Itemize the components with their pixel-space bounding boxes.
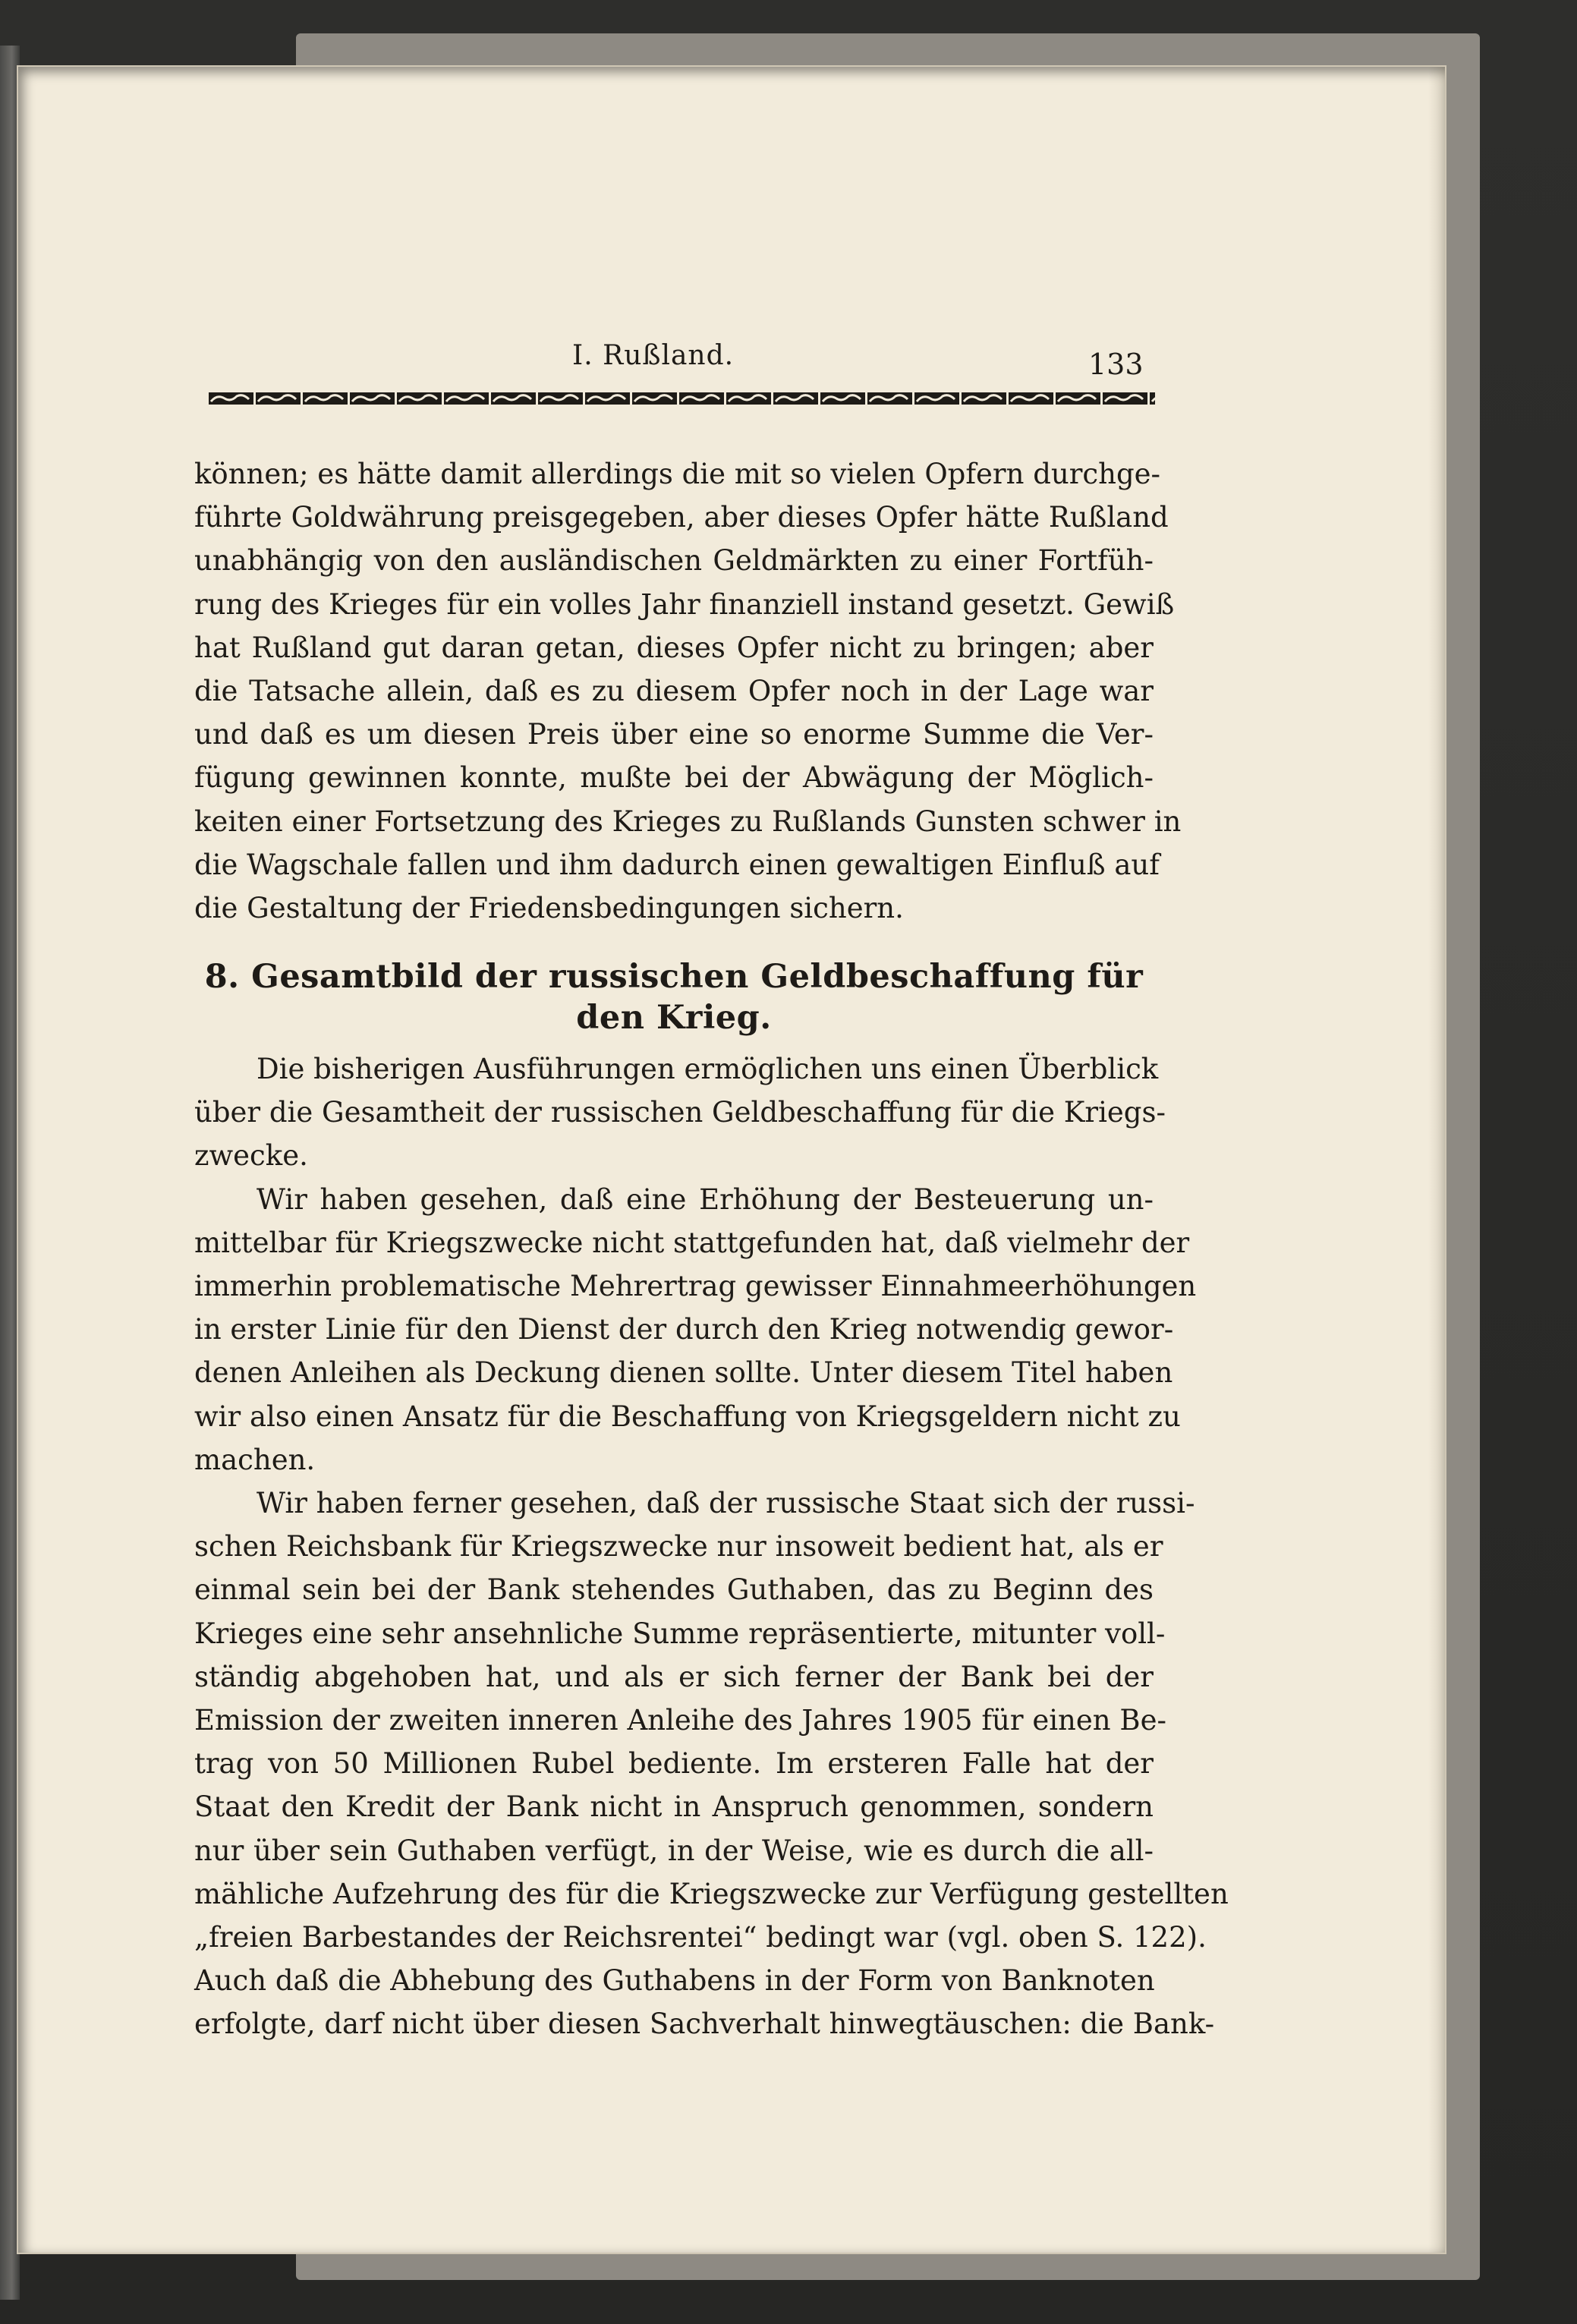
section-body xyxy=(194,1047,1229,2046)
text-line: unabhängig von den ausländischen Geldmärkten zu einer Fortfüh- xyxy=(194,544,1154,578)
text-line: Wir haben ferner gesehen, daß der russische Staat sich der russi- xyxy=(257,1487,1195,1520)
text-line: die Gestaltung der Friedensbedingungen sichern. xyxy=(194,892,904,925)
running-head: I. Rußland. xyxy=(572,340,735,371)
text-line: rung des Krieges für ein volles Jahr finanziell instand gesetzt. Gewiß xyxy=(194,587,1175,621)
text-line: Emission der zweiten inneren Anleihe des Jahres 1905 für einen Be- xyxy=(194,1704,1166,1737)
text-line: in erster Linie für den Dienst der durch den Krieg notwendig gewor- xyxy=(194,1313,1174,1346)
text-line: mähliche Aufzehrung des für die Kriegszwecke zur Verfügung gestellten xyxy=(194,1877,1229,1910)
text-line: über die Gesamtheit der russischen Geldbeschaffung für die Kriegs- xyxy=(194,1096,1166,1129)
text-line: fügung gewinnen konnte, mußte bei der Abwägung der Möglich- xyxy=(194,761,1154,795)
section-heading-line: den Krieg. xyxy=(576,999,772,1037)
text-line: einmal sein bei der Bank stehendes Guthaben, das zu Beginn des xyxy=(194,1573,1154,1607)
text-line: erfolgte, darf nicht über diesen Sachverhalt hinwegtäuschen: die Bank- xyxy=(194,2008,1215,2041)
text-line: immerhin problematische Mehrertrag gewisser Einnahmeerhöhungen xyxy=(194,1270,1197,1303)
text-line: und daß es um diesen Preis über eine so enorme Summe die Ver- xyxy=(194,718,1154,751)
header-ornament-rule xyxy=(206,390,1155,407)
text-line: nur über sein Guthaben verfügt, in der Weise, wie es durch die all- xyxy=(194,1834,1154,1867)
section-heading-line: 8. Gesamtbild der russischen Geldbeschaffung für xyxy=(204,958,1144,996)
text-line: Wir haben gesehen, daß eine Erhöhung der Besteuerung un- xyxy=(257,1182,1154,1216)
text-line: können; es hätte damit allerdings die mit so vielen Opfern durchge- xyxy=(194,458,1161,490)
text-line: die Wagschale fallen und ihm dadurch einen gewaltigen Einfluß auf xyxy=(194,848,1160,881)
text-line: wir also einen Ansatz für die Beschaffung von Kriegsgeldern nicht zu xyxy=(194,1400,1181,1433)
page-number: 133 xyxy=(1088,348,1144,381)
text-line: denen Anleihen als Deckung dienen sollte. Unter diesem Titel haben xyxy=(194,1356,1173,1390)
text-line: Die bisherigen Ausführungen ermöglichen uns einen Überblick xyxy=(257,1053,1159,1085)
text-line: mittelbar für Kriegszwecke nicht stattgefunden hat, daß vielmehr der xyxy=(194,1226,1190,1259)
text-line: Krieges eine sehr ansehnliche Summe repräsentierte, mitunter voll- xyxy=(194,1617,1166,1650)
text-line: schen Reichsbank für Kriegszwecke nur insoweit bedient hat, als er xyxy=(194,1530,1163,1564)
book-spine xyxy=(0,46,20,2300)
text-line: zwecke. xyxy=(194,1139,308,1173)
text-line: machen. xyxy=(194,1443,316,1476)
book-page xyxy=(18,67,1445,2253)
text-line: „freien Barbestandes der Reichsrentei“ bedingt war (vgl. oben S. 122). xyxy=(194,1921,1207,1954)
paragraph-continuation xyxy=(194,452,1182,930)
text-line: keiten einer Fortsetzung des Krieges zu Rußlands Gunsten schwer in xyxy=(194,805,1182,838)
text-line: trag von 50 Millionen Rubel bediente. Im ersteren Falle hat der xyxy=(194,1747,1154,1781)
text-line: hat Rußland gut daran getan, dieses Opfer nicht zu bringen; aber xyxy=(194,631,1154,664)
text-line: Staat den Kredit der Bank nicht in Anspruch genommen, sondern xyxy=(194,1790,1154,1824)
section-heading xyxy=(194,956,1154,1038)
text-line: ständig abgehoben hat, und als er sich ferner der Bank bei der xyxy=(194,1660,1154,1693)
text-line: die Tatsache allein, daß es zu diesem Opfer noch in der Lage war xyxy=(194,675,1154,708)
text-line: führte Goldwährung preisgegeben, aber dieses Opfer hätte Rußland xyxy=(194,501,1169,534)
text-line: Auch daß die Abhebung des Guthabens in der Form von Banknoten xyxy=(194,1964,1155,1998)
